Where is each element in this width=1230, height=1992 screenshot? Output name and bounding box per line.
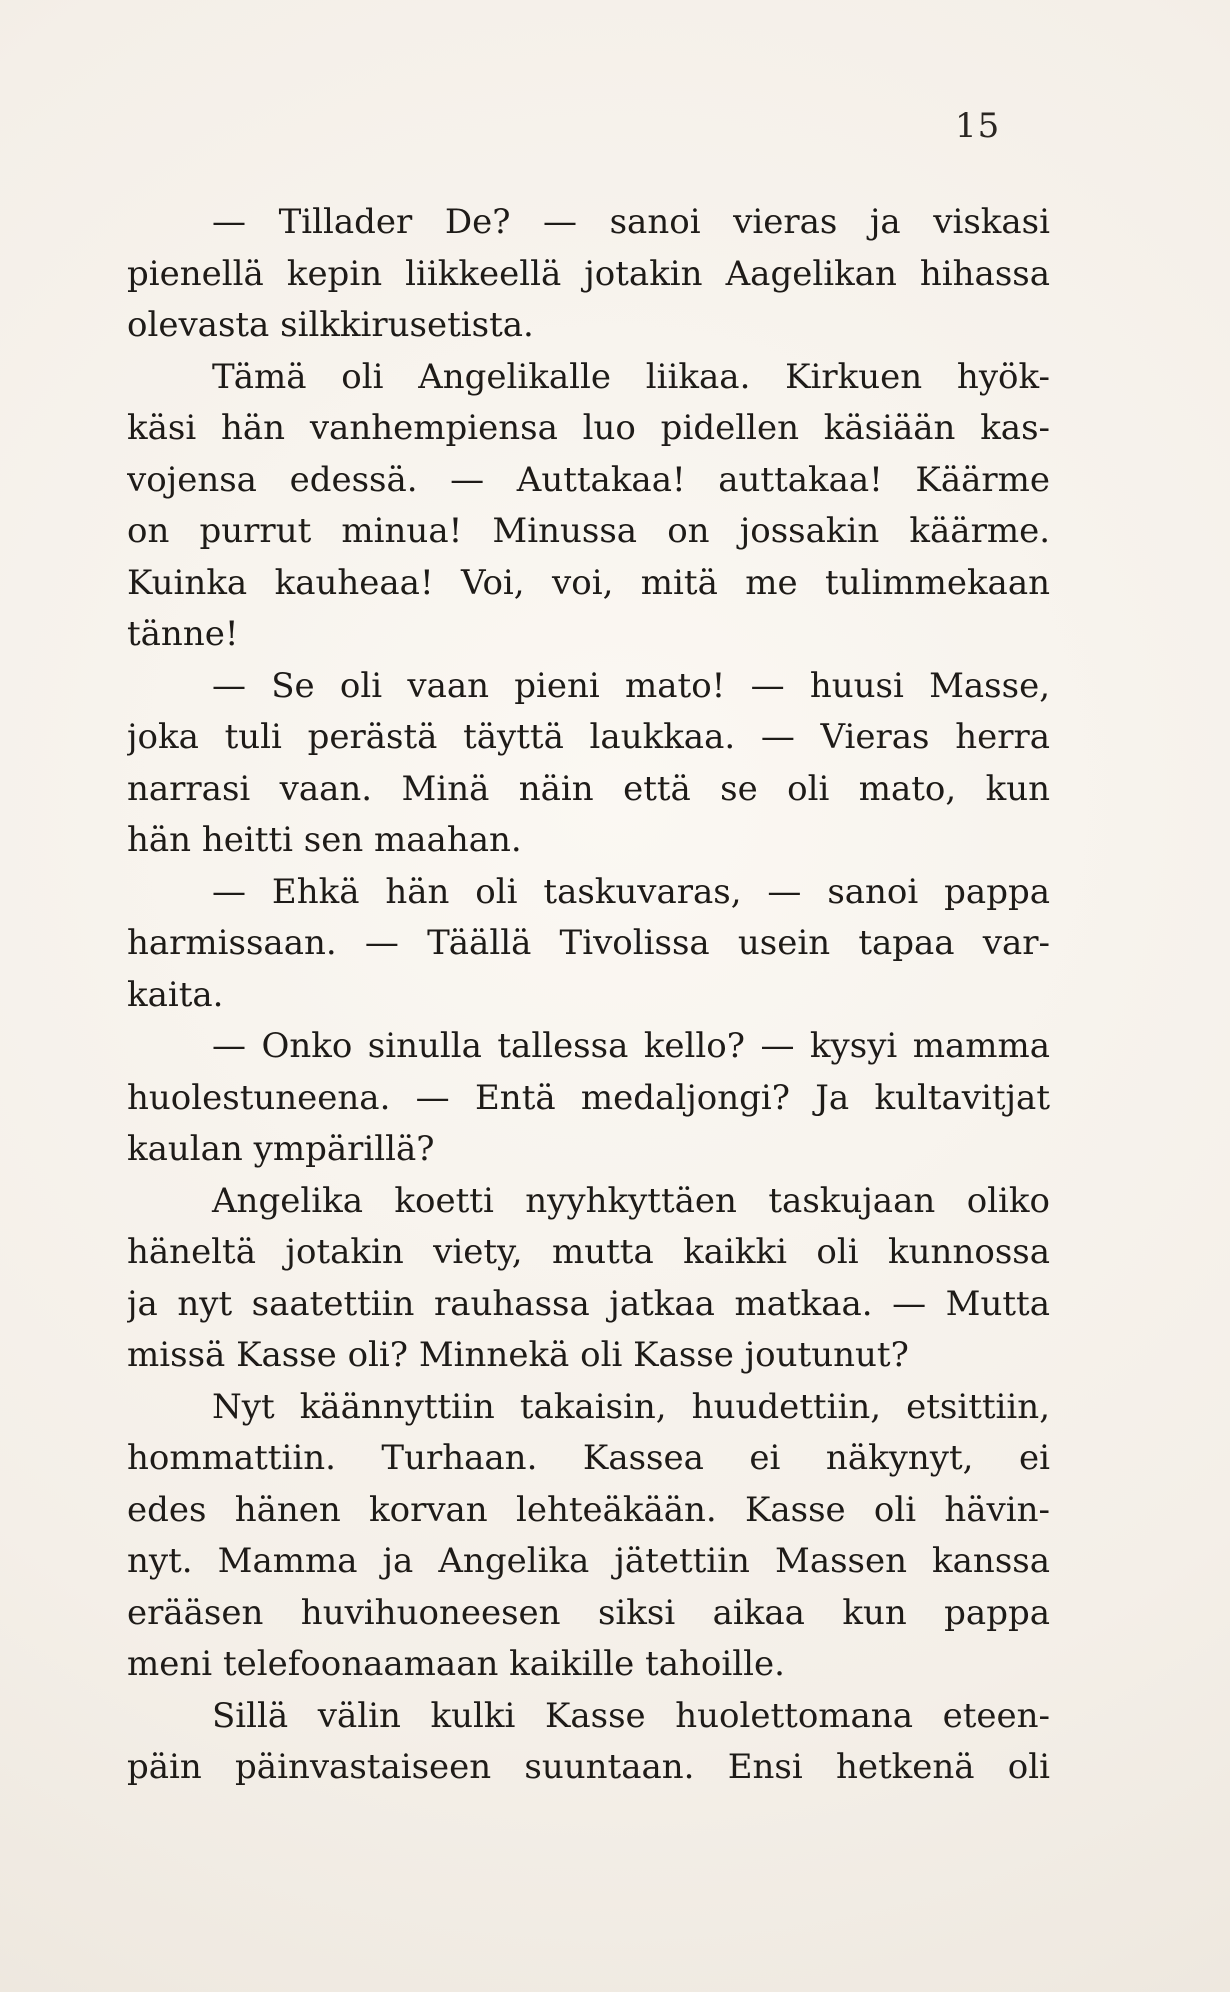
text-line: Tämä oli Angelikalle liikaa. Kirkuen hyök-: [212, 356, 1050, 397]
text-line: ja nyt saatettiin rauhassa jatkaa matkaa. — Mutta: [127, 1283, 1050, 1324]
text-line: on purrut minua! Minussa on jossakin käärme.: [127, 511, 1050, 551]
text-line: pienellä kepin liikkeellä jotakin Aagelikan hihassa: [127, 253, 1050, 294]
page-number: 15: [955, 106, 1001, 146]
text-line: käsi hän vanhempiensa luo pidellen käsiään kas-: [127, 408, 1050, 448]
text-line: päin päinvastaiseen suuntaan. Ensi hetkenä oli: [127, 1747, 1050, 1787]
text-line: hän heitti sen maahan.: [127, 820, 522, 860]
text-line: häneltä jotakin viety, mutta kaikki oli kunnossa: [127, 1232, 1050, 1272]
text-line: vojensa edessä. — Auttakaa! auttakaa! Käärme: [127, 459, 1050, 500]
text-line: Angelika koetti nyyhkyttäen taskujaan oliko: [212, 1180, 1050, 1221]
text-line: meni telefoonaamaan kaikille tahoille.: [127, 1644, 785, 1684]
text-line: nyt. Mamma ja Angelika jätettiin Massen kanssa: [127, 1541, 1050, 1581]
text-line: olevasta silkkirusetista.: [127, 305, 534, 345]
text-line: edes hänen korvan lehteäkään. Kasse oli hävin-: [127, 1489, 1050, 1530]
text-line: missä Kasse oli? Minnekä oli Kasse joutunut?: [127, 1335, 909, 1375]
body-text: [127, 197, 1050, 1794]
text-line: — Onko sinulla tallessa kello? — kysyi mamma: [212, 1026, 1050, 1066]
text-line: kaulan ympärillä?: [127, 1129, 435, 1169]
text-line: huolestuneena. — Entä medaljongi? Ja kultavitjat: [127, 1077, 1050, 1118]
text-line: Nyt käännyttiin takaisin, huudettiin, etsittiin,: [212, 1386, 1050, 1427]
text-line: — Ehkä hän oli taskuvaras, — sanoi pappa: [212, 871, 1050, 912]
text-line: — Tillader De? — sanoi vieras ja viskasi: [212, 202, 1050, 242]
text-line: Sillä välin kulki Kasse huolettomana eteen-: [212, 1695, 1050, 1736]
text-line: Kuinka kauheaa! Voi, voi, mitä me tulimmekaan: [127, 562, 1050, 603]
text-line: tänne!: [127, 614, 239, 654]
text-line: erääsen huvihuoneesen siksi aikaa kun pappa: [127, 1592, 1050, 1633]
text-line: kaita.: [127, 974, 224, 1015]
text-line: hommattiin. Turhaan. Kassea ei näkynyt, ei: [127, 1438, 1050, 1478]
text-line: joka tuli perästä täyttä laukkaa. — Vieras herra: [127, 717, 1050, 757]
text-line: harmissaan. — Täällä Tivolissa usein tapaa var-: [127, 923, 1050, 963]
text-line: — Se oli vaan pieni mato! — huusi Masse,: [212, 665, 1050, 706]
text-line: narrasi vaan. Minä näin että se oli mato, kun: [127, 768, 1050, 809]
